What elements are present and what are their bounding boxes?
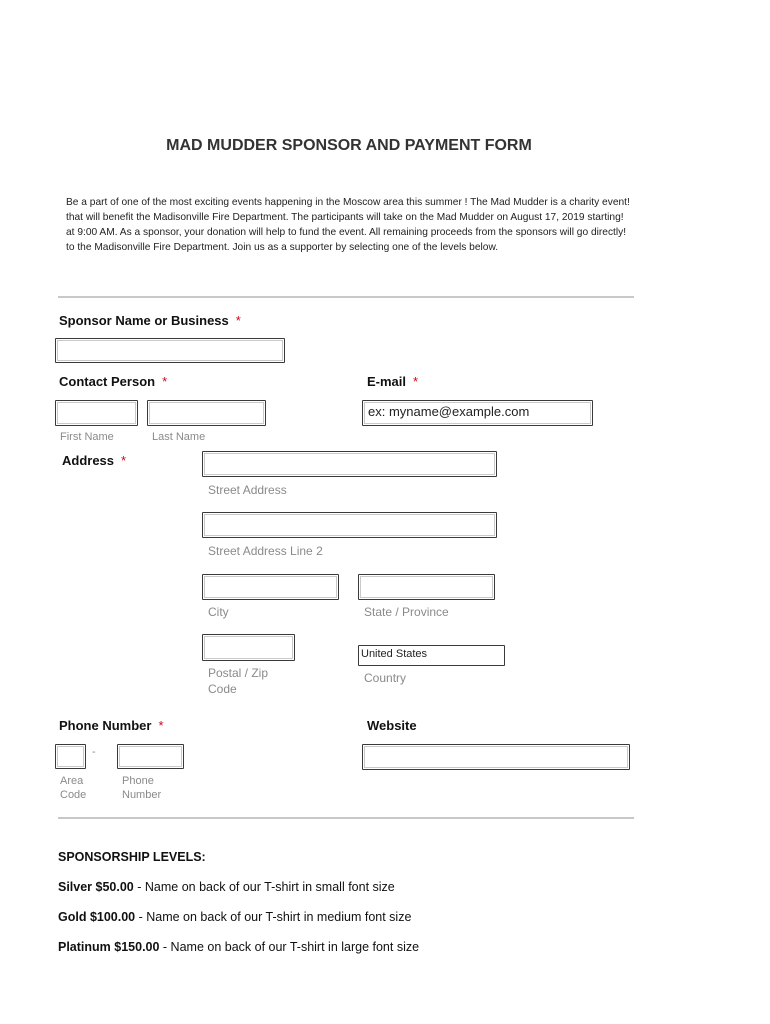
address-label: Address *: [62, 453, 127, 468]
area-code-sublabel: Area Code: [60, 775, 87, 801]
phone-number-input[interactable]: [117, 744, 184, 769]
city-input[interactable]: [202, 574, 339, 600]
first-name-input[interactable]: [55, 400, 138, 426]
phone-dash: -: [92, 746, 96, 758]
intro-line: that will benefit the Madisonville Fire Department. The participants will take on the Mad Mudder on August 17, 2019 starting!: [66, 212, 624, 223]
required-asterisk: *: [413, 374, 419, 389]
required-asterisk: *: [158, 718, 164, 733]
street-address-line2-sublabel: Street Address Line 2: [208, 544, 323, 558]
country-sublabel: Country: [364, 671, 407, 685]
intro-line: Be a part of one of the most exciting events happening in the Moscow area this summer ! The Mad Mudder is a charity event!: [66, 197, 630, 208]
phone-number-sublabel: Phone Number: [122, 775, 162, 801]
sponsor-name-label: Sponsor Name or Business *: [59, 313, 241, 328]
email-input[interactable]: [362, 400, 593, 426]
street-address-input[interactable]: [202, 451, 497, 477]
sponsorship-level-gold: Gold $100.00 - Name on back of our T-shirt in medium font size: [58, 910, 412, 924]
required-asterisk: *: [235, 313, 241, 328]
first-name-sublabel: First Name: [60, 431, 114, 443]
intro-line: at 9:00 AM. As a sponsor, your donation will help to fund the event. All remaining proceeds from the sponsors will go directly!: [66, 227, 627, 238]
sponsorship-level-silver: Silver $50.00 - Name on back of our T-shirt in small font size: [58, 880, 395, 894]
intro-paragraph: [66, 195, 666, 255]
website-input[interactable]: [362, 744, 630, 770]
postal-code-sublabel: Postal / Zip Code: [208, 666, 269, 696]
last-name-sublabel: Last Name: [152, 431, 206, 443]
area-code-input[interactable]: [55, 744, 86, 769]
required-asterisk: *: [162, 374, 168, 389]
required-asterisk: *: [121, 453, 127, 468]
email-label: E-mail *: [367, 374, 419, 389]
section-divider: [58, 296, 634, 298]
postal-code-input[interactable]: [202, 634, 295, 661]
intro-line: to the Madisonville Fire Department. Join us as a supporter by selecting one of the levels below.: [66, 242, 499, 253]
form-title: MAD MUDDER SPONSOR AND PAYMENT FORM: [166, 137, 532, 154]
email-placeholder: ex: myname@example.com: [368, 404, 530, 419]
city-sublabel: City: [208, 605, 229, 619]
sponsorship-levels-title: SPONSORSHIP LEVELS:: [58, 850, 206, 864]
last-name-input[interactable]: [147, 400, 266, 426]
website-label: Website: [367, 718, 417, 733]
state-input[interactable]: [358, 574, 495, 600]
country-selected-value: United States: [361, 648, 428, 660]
country-select[interactable]: [358, 645, 505, 666]
section-divider: [58, 817, 634, 819]
phone-number-label: Phone Number *: [59, 718, 164, 733]
sponsor-name-input[interactable]: [55, 338, 285, 363]
contact-person-label: Contact Person *: [59, 374, 168, 389]
state-sublabel: State / Province: [364, 605, 449, 619]
street-address-sublabel: Street Address: [208, 483, 287, 497]
street-address-line2-input[interactable]: [202, 512, 497, 538]
sponsorship-level-platinum: Platinum $150.00 - Name on back of our T-shirt in large font size: [58, 940, 420, 954]
